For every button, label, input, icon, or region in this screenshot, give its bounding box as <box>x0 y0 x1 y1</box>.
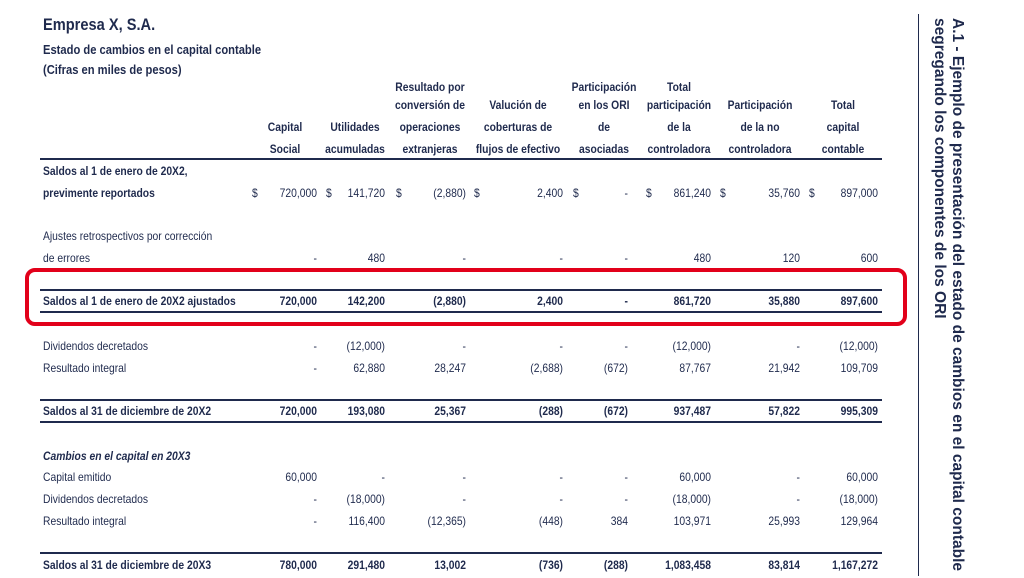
header-ori-l3: de <box>597 120 611 134</box>
header-conversion-l1: Resultado por <box>395 80 465 94</box>
header-capital-l4: Social <box>269 142 301 156</box>
cell-r10-col6: 103,971 <box>673 514 711 528</box>
header-total-controladora-l2: participación <box>646 98 712 112</box>
currency-symbol: $ <box>252 186 258 200</box>
rule-above-r6 <box>40 399 882 401</box>
header-no-controladora-l2: Participación <box>727 98 793 112</box>
currency-symbol: $ <box>720 186 726 200</box>
cell-r11-col3: 13,002 <box>434 558 466 572</box>
cell-r1-col8: 897,000 <box>840 186 878 200</box>
cell-r1-col6: 861,240 <box>673 186 711 200</box>
cell-r6-col1: 720,000 <box>279 404 317 418</box>
cell-r3-col8: 897,600 <box>840 294 878 308</box>
currency-symbol: $ <box>326 186 332 200</box>
cell-r2-col3: - <box>462 251 466 265</box>
row-label-r5: Resultado integral <box>43 361 127 375</box>
cell-r6-col7: 57,822 <box>768 404 800 418</box>
cell-r10-col1: - <box>313 514 317 528</box>
side-title-container <box>918 18 966 578</box>
cell-r8-col8: 60,000 <box>846 470 878 484</box>
cell-r1-col5: - <box>624 186 628 200</box>
cell-r3-col5: - <box>624 294 628 308</box>
cell-r8-col5: - <box>624 470 628 484</box>
cell-r11-col5: (288) <box>603 558 628 572</box>
cell-r8-col4: - <box>559 470 563 484</box>
header-conversion-l2: conversión de <box>395 98 465 112</box>
cell-r9-col2: (18,000) <box>346 492 385 506</box>
rule-above-r11 <box>40 552 882 554</box>
cell-r6-col5: (672) <box>603 404 628 418</box>
currency-symbol: $ <box>396 186 402 200</box>
header-coberturas-l3: coberturas de <box>483 120 553 134</box>
cell-r3-col7: 35,880 <box>768 294 800 308</box>
cell-r2-col6: 480 <box>693 251 711 265</box>
side-title: A.1 - Ejemplo de presentación del estado de cambios en el capital contable segregando los componentes de los ORI <box>931 18 966 571</box>
cell-r10-col2: 116,400 <box>348 514 385 528</box>
row-label-r1-line1: Saldos al 1 de enero de 20X2, <box>43 164 188 178</box>
row-label-r9: Dividendos decretados <box>43 492 148 506</box>
cell-r4-col7: - <box>796 339 800 353</box>
header-coberturas-l2: Valución de <box>489 98 547 112</box>
cell-r6-col2: 193,080 <box>347 404 385 418</box>
cell-r4-col3: - <box>462 339 466 353</box>
header-utilidades-l4: acumuladas <box>325 142 385 156</box>
cell-r10-col3: (12,365) <box>427 514 466 528</box>
cell-r10-col8: 129,964 <box>840 514 878 528</box>
cell-r9-col3: - <box>462 492 466 506</box>
cell-r11-col4: (736) <box>538 558 563 572</box>
header-total-capital-l2: Total <box>831 98 855 112</box>
cell-r8-col7: - <box>796 470 800 484</box>
company-name: Empresa X, S.A. <box>43 15 156 34</box>
cell-r6-col8: 995,309 <box>840 404 878 418</box>
cell-r5-col2: 62,880 <box>353 361 385 375</box>
cell-r1-col7: 35,760 <box>768 186 800 200</box>
cell-r5-col3: 28,247 <box>434 361 466 375</box>
cell-r3-col4: 2,400 <box>537 294 563 308</box>
cell-r8-col3: - <box>462 470 466 484</box>
cell-r5-col6: 87,767 <box>679 361 711 375</box>
header-total-controladora-l1: Total <box>667 80 691 94</box>
cell-r5-col7: 21,942 <box>768 361 800 375</box>
cell-r9-col7: - <box>796 492 800 506</box>
cell-r5-col1: - <box>313 361 317 375</box>
cell-r1-col2: 141,720 <box>347 186 385 200</box>
row-label-r11: Saldos al 31 de diciembre de 20X3 <box>43 558 212 572</box>
highlight-box <box>25 268 907 326</box>
header-no-controladora-l4: controladora <box>728 142 792 156</box>
header-total-controladora-l3: de la <box>667 120 691 134</box>
currency-symbol: $ <box>646 186 652 200</box>
currency-symbol: $ <box>474 186 480 200</box>
cell-r6-col3: 25,367 <box>434 404 466 418</box>
cell-r8-col6: 60,000 <box>679 470 711 484</box>
rule-below-r6 <box>40 421 882 423</box>
row-label-r10: Resultado integral <box>43 514 127 528</box>
header-ori-l2: en los ORI <box>578 98 630 112</box>
cell-r11-col6: 1,083,458 <box>665 558 711 572</box>
cell-r3-col1: 720,000 <box>279 294 317 308</box>
cell-r1-col4: 2,400 <box>537 186 563 200</box>
row-label-r7: Cambios en el capital en 20X3 <box>43 449 191 463</box>
header-total-capital-l4: contable <box>821 142 865 156</box>
cell-r8-col1: 60,000 <box>285 470 317 484</box>
cell-r11-col8: 1,167,272 <box>832 558 878 572</box>
row-label-r2-line1: Ajustes retrospectivos por corrección <box>43 229 213 243</box>
cell-r9-col5: - <box>624 492 628 506</box>
cell-r4-col8: (12,000) <box>839 339 878 353</box>
cell-r2-col7: 120 <box>782 251 800 265</box>
cell-r9-col8: (18,000) <box>839 492 878 506</box>
cell-r1-col3: (2,880) <box>433 186 466 200</box>
header-no-controladora-l3: de la no <box>740 120 780 134</box>
cell-r11-col2: 291,480 <box>347 558 385 572</box>
header-coberturas-l4: flujos de efectivo <box>475 142 561 156</box>
cell-r3-col3: (2,880) <box>433 294 466 308</box>
cell-r10-col7: 25,993 <box>768 514 800 528</box>
cell-r5-col5: (672) <box>603 361 628 375</box>
cell-r4-col5: - <box>624 339 628 353</box>
cell-r10-col5: 384 <box>610 514 628 528</box>
header-total-capital-l3: capital <box>826 120 860 134</box>
header-ori-l4: asociadas <box>579 142 629 156</box>
cell-r3-col2: 142,200 <box>347 294 385 308</box>
cell-r4-col1: - <box>313 339 317 353</box>
row-label-r2-line2: de errores <box>43 251 91 265</box>
units-note: (Cifras en miles de pesos) <box>43 62 182 77</box>
row-label-r3: Saldos al 1 de enero de 20X2 ajustados <box>43 294 236 308</box>
cell-r9-col6: (18,000) <box>672 492 711 506</box>
header-utilidades-l3: Utilidades <box>330 120 380 134</box>
cell-r2-col2: 480 <box>367 251 385 265</box>
cell-r3-col6: 861,720 <box>673 294 711 308</box>
cell-r1-col1: 720,000 <box>279 186 317 200</box>
header-total-controladora-l4: controladora <box>647 142 711 156</box>
cell-r2-col8: 600 <box>860 251 878 265</box>
currency-symbol: $ <box>809 186 815 200</box>
cell-r9-col1: - <box>313 492 317 506</box>
row-label-r8: Capital emitido <box>43 470 112 484</box>
cell-r4-col2: (12,000) <box>346 339 385 353</box>
header-rule <box>40 158 882 160</box>
cell-r2-col1: - <box>313 251 317 265</box>
cell-r2-col4: - <box>559 251 563 265</box>
header-capital-l3: Capital <box>267 120 303 134</box>
row-label-r1-line2: previmente reportados <box>43 186 155 200</box>
row-label-r4: Dividendos decretados <box>43 339 148 353</box>
header-ori-l1: Participación <box>571 80 637 94</box>
cell-r10-col4: (448) <box>538 514 563 528</box>
cell-r6-col6: 937,487 <box>673 404 711 418</box>
cell-r6-col4: (288) <box>538 404 563 418</box>
cell-r4-col6: (12,000) <box>672 339 711 353</box>
cell-r11-col1: 780,000 <box>279 558 317 572</box>
cell-r5-col8: 109,709 <box>840 361 878 375</box>
cell-r9-col4: - <box>559 492 563 506</box>
row-label-r6: Saldos al 31 de diciembre de 20X2 <box>43 404 212 418</box>
statement-title: Estado de cambios en el capital contable <box>43 42 262 57</box>
cell-r8-col2: - <box>381 470 385 484</box>
cell-r5-col4: (2,688) <box>530 361 563 375</box>
header-conversion-l4: extranjeras <box>402 142 458 156</box>
cell-r2-col5: - <box>624 251 628 265</box>
header-conversion-l3: operaciones <box>399 120 461 134</box>
cell-r4-col4: - <box>559 339 563 353</box>
cell-r11-col7: 83,814 <box>768 558 800 572</box>
currency-symbol: $ <box>573 186 579 200</box>
